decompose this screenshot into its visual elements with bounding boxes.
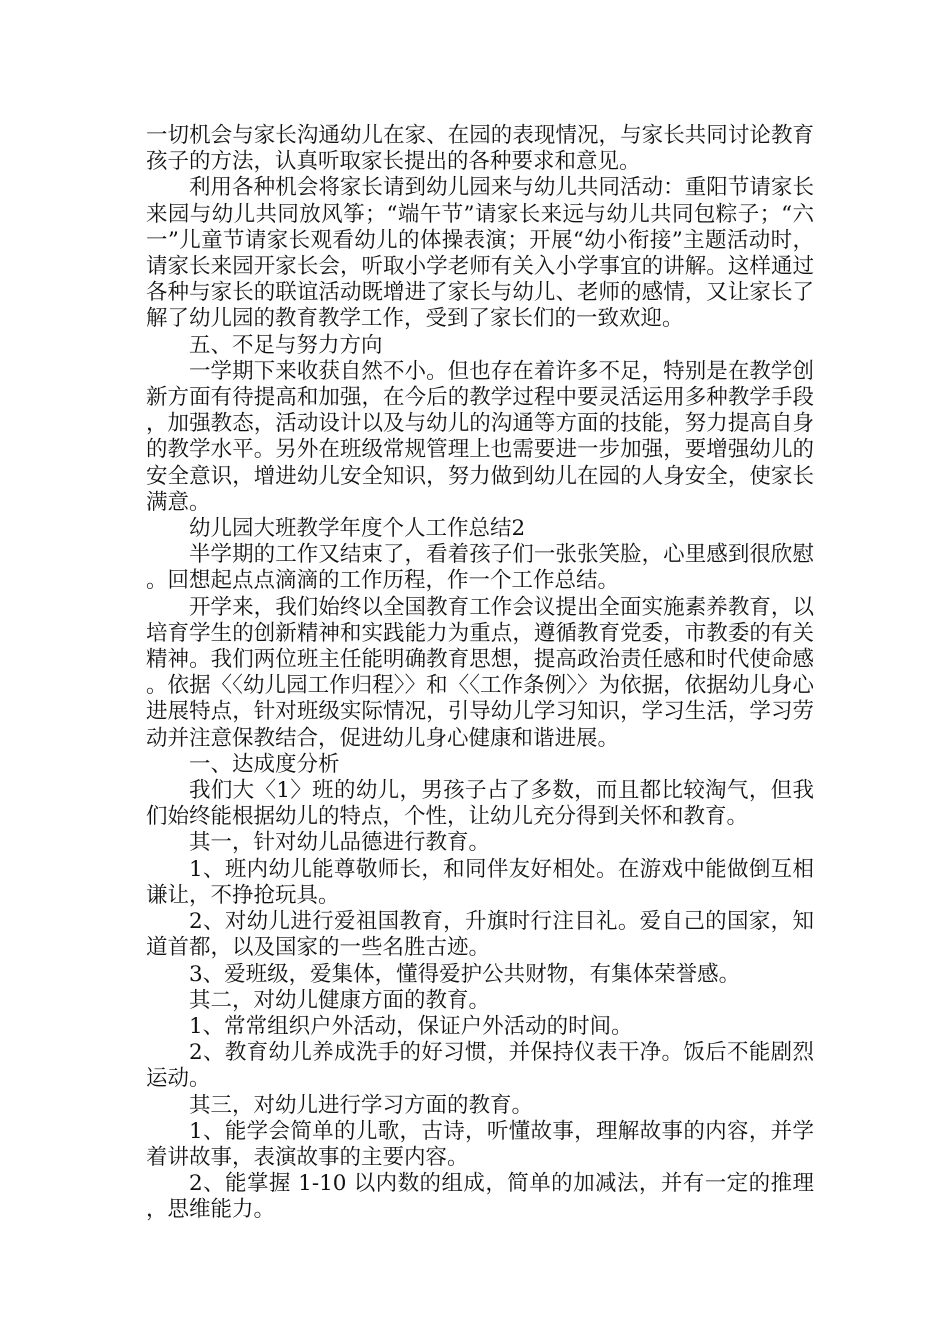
document-paragraph: 1、班内幼儿能尊敬师长，和同伴友好相处。在游戏中能做倒互相谦让，不挣抢玩具。 (146, 856, 814, 908)
document-paragraph: 半学期的工作又结束了，看着孩子们一张张笑脸，心里感到很欣慰。回想起点点滴滴的工作历程，作一个工作总结。 (146, 542, 814, 594)
document-paragraph: 其三，对幼儿进行学习方面的教育。 (189, 1092, 534, 1118)
document-paragraph: 1、能学会简单的儿歌，古诗，听懂故事，理解故事的内容，并学着讲故事，表演故事的主要内容。 (146, 1118, 814, 1170)
document-paragraph: 一学期下来收获自然不小。但也存在着许多不足，特别是在教学创新方面有待提高和加强，在今后的教学过程中要灵活运用多种教学手段，加强教态，活动设计以及与幼儿的沟通等方面的技能，努力提高自身的教学水平。另外在班级常规管理上也需要进一步加强，要增强幼儿的安全意识，增进幼儿安全知识，努力做到幼儿在园的人身安全，使家长满意。 (146, 358, 814, 515)
document-paragraph: 2、对幼儿进行爱祖国教育，升旗时行注目礼。爱自己的国家，知道首都，以及国家的一些名胜古迹。 (146, 909, 814, 961)
document-body (146, 123, 814, 1224)
document-paragraph: 幼儿园大班教学年度个人工作总结2 (189, 516, 526, 542)
document-paragraph: 2、能掌握 1-10 以内数的组成，简单的加减法，并有一定的推理，思维能力。 (146, 1171, 814, 1223)
document-paragraph: 我们大〈1〉班的幼儿，男孩子占了多数，而且都比较淘气，但我们始终能根据幼儿的特点，个性，让幼儿充分得到关怀和教育。 (146, 778, 814, 830)
document-paragraph: 开学来，我们始终以全国教育工作会议提出全面实施素养教育，以培育学生的创新精神和实践能力为重点，遵循教育党委，市教委的有关精神。我们两位班主任能明确教育思想，提高政治责任感和时代使命感。依据〈〈幼儿园工作归程〉〉和〈〈工作条例〉〉为依据，依据幼儿身心进展特点，针对班级实际情况，引导幼儿学习知识，学习生活，学习劳动并注意保教结合，促进幼儿身心健康和谐进展。 (146, 594, 814, 751)
document-paragraph: 利用各种机会将家长请到幼儿园来与幼儿共同活动：重阳节请家长来园与幼儿共同放风筝；“端午节”请家长来远与幼儿共同包粽子；“六一”儿童节请家长观看幼儿的体操表演；开展“幼小衔接”主题活动时，请家长来园开家长会，听取小学老师有关入小学事宜的讲解。这样通过各种与家长的联谊活动既增进了家长与幼儿、老师的感情，又让家长了解了幼儿园的教育教学工作，受到了家长们的一致欢迎。 (146, 175, 814, 332)
document-paragraph: 一、达成度分析 (189, 751, 340, 777)
document-paragraph: 一切机会与家长沟通幼儿在家、在园的表现情况，与家长共同讨论教育孩子的方法，认真听取家长提出的各种要求和意见。 (146, 123, 814, 175)
document-paragraph: 3、爱班级，爱集体，懂得爱护公共财物，有集体荣誉感。 (189, 961, 741, 987)
document-paragraph: 2、教育幼儿养成洗手的好习惯，并保持仪表干净。饭后不能剧烈运动。 (146, 1040, 814, 1092)
document-paragraph: 其二，对幼儿健康方面的教育。 (189, 987, 491, 1013)
document-paragraph: 五、不足与努力方向 (189, 332, 383, 358)
document-paragraph: 1、常常组织户外活动，保证户外活动的时间。 (189, 1013, 633, 1039)
document-paragraph: 其一，针对幼儿品德进行教育。 (189, 830, 491, 856)
